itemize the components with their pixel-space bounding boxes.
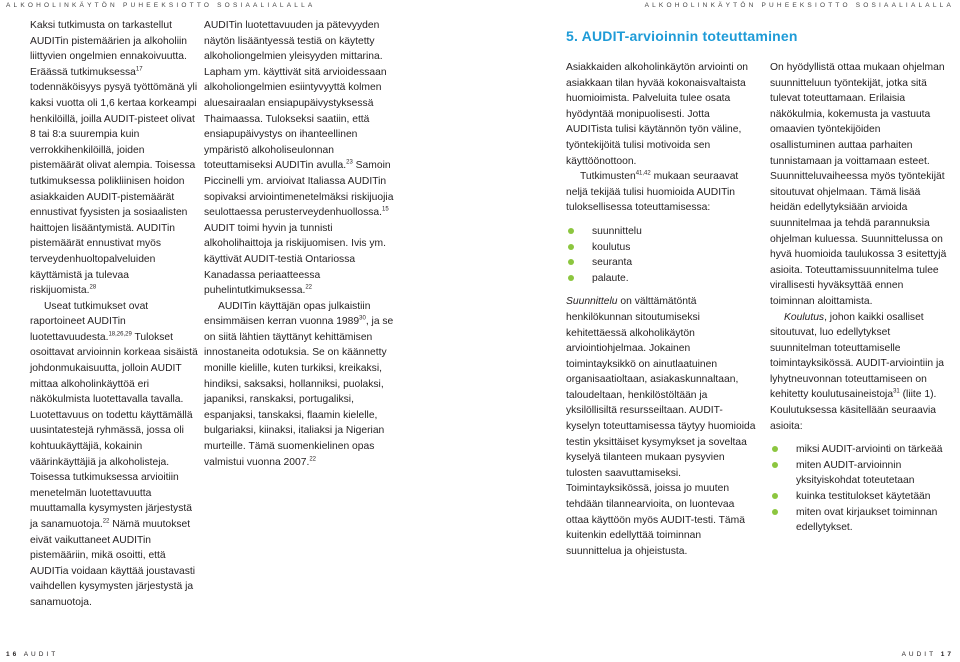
bullet-list bbox=[770, 442, 948, 536]
reference: 22 bbox=[102, 518, 110, 525]
reference: 28 bbox=[89, 284, 97, 291]
paragraph: AUDITin käyttäjän opas julkaistiin ensimmäisen kerran vuonna 1989$^{30}$, ja se on siitä lähtien täyttänyt kehittämisen innostaneita odotuksia. Se on käännetty monille kielille, kuten turkiksi, kreikaksi, hindiksi, saksaksi, hollanniksi, puolaksi, japaniksi, ranskaksi, portugaliksi, espanjaksi, tanskaksi, flaamin kielelle, bulgariaksi, kiinaksi, italiaksi ja Nigerian murteille. Tämä suomenkielinen opas valmistui vuonna 2007.22 bbox=[204, 300, 394, 468]
list-item: suunnittelu bbox=[566, 224, 756, 240]
list-item: seuranta bbox=[566, 255, 756, 271]
reference: 23 bbox=[346, 159, 353, 166]
bullet-icon bbox=[568, 259, 574, 265]
list-item: koulutus bbox=[566, 240, 756, 256]
list-item: miksi AUDIT-arviointi on tärkeää bbox=[770, 442, 948, 458]
page-footer-right: AUDIT 17 bbox=[901, 651, 954, 658]
paragraph: Useat tutkimukset ovat raportoineet AUDITin luotettavuudesta.$^{18,26,29}$ Tulokset osoittavat arvioinnin korkeaa sisäistä johdonmukaisuutta, jolloin AUDIT mittaa alkoholinkäyttöä eri näkökulmista luotettavalla tavalla. Luotettavuus on todettu käyttämällä uusintatestejä ryhmässä, jossa oli kohtuukäyttäjiä, kokainin väärinkäyttäjiä ja alkoholisteja. Toisessa tutkimuksessa arvioitiin menetelmän luotettavuutta muuttamalla kysymysten järjestystä ja sanamuotoja.$^{22}$ Nämä muutokset eivät vaikuttaneet AUDITin pistemääriin, mikä osoitti, että AUDITia voidaan käyttää joustavasti vaihdellen kysymysten järjestystä ja sanamuotoja. bbox=[30, 300, 198, 608]
right-page-column-1 bbox=[566, 60, 756, 559]
page-number: 16 bbox=[6, 651, 20, 658]
reference: 22 bbox=[305, 284, 312, 291]
reference: 41,42 bbox=[635, 170, 651, 177]
paragraph: AUDITin luotettavuuden ja pätevyyden näytön lisääntyessä testiä on käytetty alkoholiongelmien yleisyyden mittarina. Lapham ym. käyttivät sitä arvioidessaan alkoholiongelmien esiintyvyyttä kolmen aluesairaalan ensiapupäivystyksessä Thaimaassa. Tulokseksi saatiin, että ensiapupäivystys on ihanteellinen ympäristö alkoholiseulonnan toteuttamiseksi AUDITin avulla.$^{23}$ Samoin Piccinelli ym. arvioivat Italiassa AUDITin sopivaksi arviointimenetelmäksi riskijuojia seulottaessa perusterveydenhuollossa.$^{15}$ AUDIT toimi hyvin ja tunnisti alkoholihaittoja ja riskijuomisen. Ivis ym. käyttivät AUDIT-testiä Ontariossa Kanadassa periaatteessa puhelintutkimuksessa.$^{22}$ bbox=[204, 20, 394, 297]
reference: 18,26,29 bbox=[108, 331, 132, 338]
paragraph: Suunnittelu on välttämätöntä henkilökunnan sitoutumiseksi kehitettäessä alkoholikäytön arviointiohjelmaa. Jokainen toimintayksikkö on ainutlaatuinen organisaatioltaan, asiakaskunnaltaan, taloudeltaan, henkilöstöltään ja yksilöllisiltä resursseiltaan. AUDIT-kyselyn toteuttamisessa täytyy huomioida testin yksittäiset kysymykset ja soveltaa kyselyä tilanteen mukaan pysyvien tulosten saavuttamiseksi. Toimintayksikössä, joissa jo muuten tehdään tilannearvioita, on luontevaa ottaa käyttöön myös AUDIT-testi. Tämä kuitenkin edellyttää toiminnan suunnittelua ja ohjeistusta. bbox=[566, 296, 756, 557]
paragraph: Koulutus, johon kaikki osalliset sitoutuvat, luo edellytykset suunnitelman toteuttamiselle toimintayksikössä. AUDIT-arviointiin ja lyhytneuvonnan toteuttamiseen on kehitetty koulutusaineistoja$^{31}$ (liite 1). Koulutuksessa käsitellään seuraavia asioita: bbox=[770, 311, 944, 432]
bullet-icon bbox=[772, 493, 778, 499]
bullet-icon bbox=[772, 446, 778, 452]
bullet-icon bbox=[772, 462, 778, 468]
list-item: kuinka testitulokset käytetään bbox=[770, 489, 948, 505]
running-header-right: ALKOHOLINKÄYTÖN PUHEEKSIOTTO SOSIAALIALALLA bbox=[644, 2, 954, 9]
bullet-icon bbox=[772, 509, 778, 515]
paragraph: Tutkimusten$^{41,42}$ mukaan seuraavat neljä tekijää tulisi huomioida AUDITin tuloksellisessa toteuttamisessa: bbox=[566, 170, 739, 214]
list-item: palaute. bbox=[566, 271, 756, 287]
running-header-left: ALKOHOLINKÄYTÖN PUHEEKSIOTTO SOSIAALIALALLA bbox=[6, 2, 316, 9]
reference: 31 bbox=[893, 389, 900, 396]
page-number: 17 bbox=[940, 651, 954, 658]
left-page-column-1 bbox=[30, 18, 198, 611]
left-page-column-2 bbox=[204, 18, 394, 470]
right-page-column-2 bbox=[770, 60, 948, 544]
paragraph: Asiakkaiden alkoholinkäytön arviointi on asiakkaan tilan hyvää kokonaisvaltaista huomioimista. Palveluita tulee osata hyödyntää monipuolisesti. Jotta AUDITista tulisi käytännön työn väline, työntekijöitä tulisi motivoida sen käyttöönottoon. bbox=[566, 62, 749, 167]
reference: 15 bbox=[382, 206, 389, 213]
bullet-icon bbox=[568, 228, 574, 234]
reference: 22 bbox=[309, 456, 317, 463]
list-item: miten ovat kirjaukset toiminnan edellytykset. bbox=[770, 505, 948, 536]
paragraph: Kaksi tutkimusta on tarkastellut AUDITin pistemäärien ja alkoholiin liittyvien ongelmien ennakoivuutta. Eräässä tutkimuksessa$^{17}$ todennäköisyys pysyä työttömänä yli kaksi vuotta oli 1,6 kertaa korkeampi henkilöillä, joilla AUDIT-pisteet olivat 8 tai 8:a suurempia kuin verrokkihenkilöillä, joiden pistemäärät olivat alempia. Toisessa tutkimuksessa polikliinisen hoidon asiakkaiden AUDIT-pistemäärät ennustivat fyysisten ja sosiaalisten haittojen lisääntymistä. AUDITin pistemäärät ennustivat myös terveydenhuoltopalveluiden käyttämistä ja tulevaa riskijuomista.$^{28}$ bbox=[30, 20, 198, 297]
paragraph: On hyödyllistä ottaa mukaan ohjelman suunnitteluun työntekijät, jotka sitä tulevat toteuttamaan. Erilaisia näkökulmia, kokemusta ja vastuuta omaavien työntekijöiden osallistuminen auttaa parhaiten tunnistamaan ja voittamaan esteet. Suunnitteluvaiheessa myös työntekijät sitoutuvat ohjelmaan. Tämä lisää heidän edellytyksiään arvioida suunnitelmaa ja tehdä parannuksia ohjelman kuluessa. Suunnittelussa on hyvä huomioida taulukossa 3 esitettyjä asioita. Toteuttamissuunnitelma tulee virallisesti hyväksyttää ennen toiminnan aloittamista. bbox=[770, 62, 947, 307]
page-footer-left: 16 AUDIT bbox=[6, 651, 59, 658]
section-title: 5. AUDIT-arvioinnin toteuttaminen bbox=[566, 28, 798, 44]
reference: 17 bbox=[135, 66, 143, 73]
bullet-list bbox=[566, 224, 756, 286]
bullet-icon bbox=[568, 244, 574, 250]
list-item: miten AUDIT-arvioinnin yksityiskohdat toteutetaan bbox=[770, 458, 948, 489]
reference: 30 bbox=[359, 315, 366, 322]
bullet-icon bbox=[568, 275, 574, 281]
